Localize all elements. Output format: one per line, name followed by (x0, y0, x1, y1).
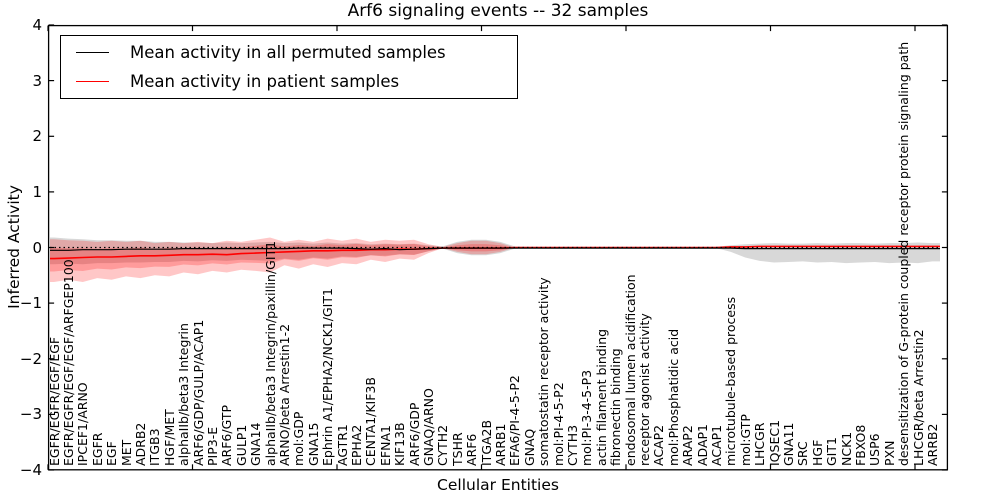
x-tick-label: actin filament binding (593, 328, 609, 466)
x-tick-label: GNA14 (248, 422, 264, 466)
x-tick-label: EGFR (89, 432, 105, 466)
x-tick-label: GIT1 (824, 437, 840, 466)
x-tick-label: alphaIIb/beta3 Integrin (176, 323, 192, 466)
x-tick-label: GNA11 (780, 422, 796, 466)
x-tick-label: CYTH3 (564, 424, 580, 466)
x-tick-label: GNAQ (521, 428, 537, 466)
x-tick-label: IPCEF1/ARNO (75, 382, 91, 466)
x-tick-label: LHCGR (752, 422, 768, 466)
x-tick-label: EPHA2 (348, 424, 364, 466)
y-tick-label: −1 (19, 294, 42, 313)
x-axis-label: Cellular Entities (437, 476, 559, 494)
x-tick-label: microtubule-based process (723, 296, 739, 466)
x-tick-label: EFA6/PI-4-5-P2 (507, 375, 523, 466)
y-tick-label: −4 (19, 461, 42, 479)
chart-title: Arf6 signaling events -- 32 samples (347, 1, 649, 21)
x-tick-label: ARF6/GTP (219, 404, 235, 466)
legend-line-permuted-icon (76, 52, 109, 53)
x-tick-label: HGF (809, 439, 825, 466)
x-tick-label: SRC (795, 441, 811, 466)
x-tick-label: ARF6 (464, 433, 480, 466)
y-tick-label: 2 (32, 127, 42, 146)
x-tick-label: alphaIIb/beta3 Integrin/paxillin/GIT1 (262, 240, 278, 466)
x-tick-label: mol:PI-4-5-P2 (550, 382, 566, 466)
x-tick-label: NCK1 (838, 431, 854, 466)
x-tick-label: USP6 (867, 433, 883, 466)
x-tick-label: ADRB2 (132, 422, 148, 466)
x-tick-label: MET (118, 439, 134, 466)
x-tick-label: ARF6/GDP (406, 402, 422, 466)
legend-line-patient-icon (76, 81, 109, 82)
x-tick-label: mol:GDP (291, 411, 307, 466)
x-tick-label: endosomal lumen acidification (622, 274, 638, 466)
legend-label-patient: Mean activity in patient samples (130, 72, 400, 91)
y-tick-label: 1 (32, 182, 42, 201)
x-tick-label: ACAP1 (708, 424, 724, 466)
x-tick-label: fibronectin binding (608, 348, 624, 466)
y-tick-label: 3 (32, 71, 42, 90)
x-tick-label: IQSEC1 (766, 419, 782, 466)
x-tick-label: KIF13B (392, 422, 408, 466)
x-tick-label: GNA15 (305, 422, 321, 466)
x-tick-label: ARAP2 (680, 425, 696, 466)
x-tick-label: ARRB1 (492, 423, 508, 466)
x-tick-label: CENTA1/KIF3B (363, 377, 379, 466)
x-tick-label: LHCGR/beta Arrestin2 (910, 329, 926, 466)
x-tick-label: ITGB3 (147, 428, 163, 466)
x-tick-label: EGFR/EGFR/EGF/EGF/ARFGEP100 (60, 259, 76, 466)
y-axis-label: Inferred Activity (5, 185, 23, 309)
x-tick-label: desensitization of G-protein coupled receptor protein signaling path (896, 41, 912, 466)
x-tick-label: EGF (104, 441, 120, 466)
x-tick-label: EFNA1 (377, 425, 393, 466)
x-tick-label: AGTR1 (334, 424, 350, 466)
legend-row-patient (61, 67, 517, 96)
x-tick-label: somatostatin receptor activity (536, 277, 552, 466)
x-tick-label: FBXO8 (852, 424, 868, 466)
x-tick-label: mol:Phosphatidic acid (665, 328, 681, 466)
y-tick-label: −3 (19, 405, 42, 424)
x-tick-label: ARF6/GDP/GULP/ACAP1 (190, 319, 206, 466)
x-tick-label: ARNO/beta Arrestin1-2 (276, 323, 292, 466)
y-tick-label: 4 (32, 16, 42, 34)
x-tick-label: mol:PI-3-4-5-P3 (579, 369, 595, 466)
y-tick-label: 0 (32, 238, 42, 257)
x-tick-label: TSHR (449, 432, 465, 466)
x-tick-label: receptor agonist activity (636, 313, 652, 466)
legend-label-permuted: Mean activity in all permuted samples (130, 43, 446, 62)
x-tick-label: CYTH2 (435, 424, 451, 466)
x-tick-label: ADAP1 (694, 424, 710, 466)
x-tick-label: PIP3-E (204, 426, 220, 466)
x-tick-label: HGF/MET (161, 409, 177, 466)
x-tick-label: PXN (881, 440, 897, 466)
x-tick-label: ACAP2 (651, 424, 667, 466)
y-tick-label: −2 (19, 349, 42, 368)
x-tick-label: ITGA2B (478, 419, 494, 466)
x-tick-label: mol:GTP (737, 414, 753, 466)
legend-row-permuted (61, 38, 517, 67)
x-tick-label: GULP1 (233, 424, 249, 466)
x-tick-label: EGFR/EGFR/EGF/EGF (46, 336, 62, 466)
x-tick-label: Ephrin A1/EPHA2/NCK1/GIT1 (320, 288, 336, 466)
legend (60, 35, 518, 99)
x-tick-label: GNAQ/ARNO (420, 388, 436, 466)
x-tick-label: ARRB2 (924, 423, 940, 466)
